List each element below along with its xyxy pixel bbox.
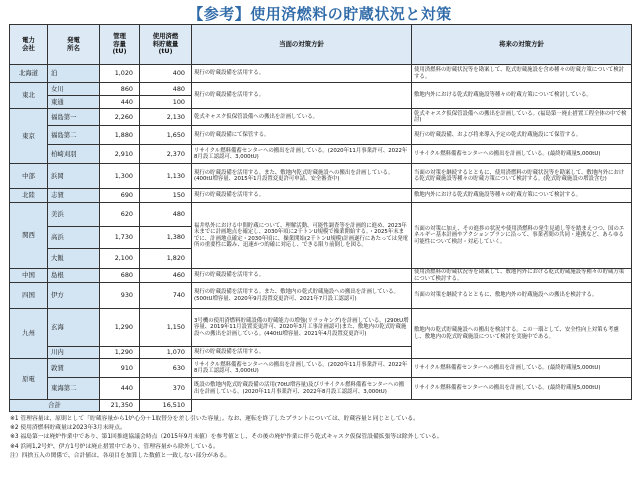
capacity-cell: 2,260 [100,109,140,126]
company-cell: 北海道 [10,65,48,83]
future-policy-cell: 現行の貯蔵設備、および将来導入予定の乾式貯蔵施設にて保管する。 [412,126,632,145]
capacity-cell: 1,290 [100,309,140,347]
table-row [10,203,632,227]
capacity-cell: 690 [100,189,140,203]
table-row [10,83,632,96]
plant-cell: 高浜 [48,227,100,249]
current-policy-cell: リサイクル燃料備蓄センターへの搬出を計画している。(2020年11月事業許可、2022年8月設工認認可、3,000tU) [192,145,412,164]
footnote: 注）四捨五入の関係で、合計値は、各項目を加算した数値と一致しない部分がある。 [10,452,231,459]
plant-cell: 柏崎刈羽 [48,145,100,164]
footnote: ※1 管理容量は、原則として「貯蔵容量から1炉心分＋1取替分を差し引いた容量」。なお、運転を終了したプラントについては、貯蔵容量と同じとしている。 [10,416,419,422]
blank-cell [192,400,412,412]
table-row [10,309,632,347]
capacity-cell: 2,910 [100,145,140,164]
stored-cell: 1,070 [140,347,192,359]
current-policy-cell: 3号機の使用済燃料貯蔵設備の貯蔵能力の増強(リラッキング)を計画している。(290tU増容量、2019年11月設置変更許可、2020年3月工事計画認可)また、敷地内の乾式貯蔵施設への搬出を計画している。(440tU増容量、2021年4月設置変更許可) [192,309,412,347]
current-policy-cell: 現行の貯蔵設備を活用する。 [192,65,412,83]
future-policy-cell: 当面の対策を継続するとともに、敷地内外の貯蔵施設への搬出を検討する。 [412,283,632,309]
table-header-row [10,25,632,65]
capacity-cell: 2,100 [100,249,140,269]
stored-cell: 2,130 [140,109,192,126]
current-policy-cell: 現行の貯蔵設備を活用する。また、敷地内の乾式貯蔵施設への搬出を計画している。(500tU増容量、2020年9月設置変更許可、2021年7月設工認認可) [192,283,412,309]
company-cell: 関西 [10,203,48,269]
stored-cell: 1,650 [140,126,192,145]
stored-cell: 2,370 [140,145,192,164]
company-cell: 九州 [10,309,48,359]
header-capacity: 管理 容量 (tU) [100,25,140,65]
plant-cell: 浜岡 [48,164,100,189]
capacity-cell: 680 [100,269,140,283]
current-policy-cell: 現行の貯蔵設備を活用する。 [192,189,412,203]
stored-cell: 630 [140,359,192,378]
current-policy-cell: 乾式キャスク仮保管設備への搬出を計画している。 [192,109,412,126]
table-row [10,269,632,283]
plant-cell: 東海第二 [48,378,100,400]
capacity-cell: 440 [100,96,140,109]
current-policy-cell: 現行の貯蔵設備を活用する。 [192,269,412,283]
capacity-cell: 860 [100,83,140,96]
table-row [10,126,632,145]
table-row [10,145,632,164]
future-policy-cell: 当面の対策を継続するとともに、使用済燃料の貯蔵状況等を勘案して、敷地内外における乾式貯蔵施設等種々の貯蔵方策について検討する。(乾式貯蔵施設の増設含む) [412,164,632,189]
current-policy-cell: 現行の貯蔵設備を活用する。 [192,83,412,109]
future-policy-cell: 敷地内外における乾式貯蔵施設等種々の貯蔵方策について検討する。 [412,189,632,203]
plant-cell: 川内 [48,347,100,359]
current-policy-cell: 現行の貯蔵設備にて保管する。 [192,126,412,145]
total-capacity: 21,350 [100,400,140,412]
table-row [10,283,632,309]
plant-cell: 敦賀 [48,359,100,378]
stored-cell: 1,150 [140,309,192,347]
footnote: ※2 使用済燃料貯蔵量は2023年3月末時点。 [10,425,126,432]
total-stored: 16,510 [140,400,192,412]
stored-cell: 400 [140,65,192,83]
capacity-cell: 620 [100,203,140,227]
stored-cell: 480 [140,203,192,227]
stored-cell: 740 [140,283,192,309]
stored-cell: 460 [140,269,192,283]
table-row [10,164,632,189]
stored-cell: 100 [140,96,192,109]
stored-cell: 150 [140,189,192,203]
header-current-policy: 当面の対策方針 [192,25,412,65]
table-row [10,109,632,126]
future-policy-cell: 使用済燃料の貯蔵状況等を勘案して、敷地内外における乾式貯蔵施設等種々の貯蔵方策について検討する。 [412,269,632,283]
plant-cell: 泊 [48,65,100,83]
stored-cell: 1,130 [140,164,192,189]
future-policy-cell: リサイクル燃料備蓄センターへの搬出を計画している。(最終貯蔵量5,000tU) [412,359,632,378]
header-plant: 発電 所名 [48,25,100,65]
total-label: 合計 [10,400,100,412]
plant-cell: 島根 [48,269,100,283]
future-policy-cell: 敷地内外における乾式貯蔵施設等種々の貯蔵方策について検討している。 [412,83,632,109]
capacity-cell: 1,880 [100,126,140,145]
stored-cell: 480 [140,83,192,96]
current-policy-cell: 現行の貯蔵設備を活用する。 [192,347,412,359]
capacity-cell: 440 [100,378,140,400]
plant-cell: 東通 [48,96,100,109]
current-policy-cell: 現行の貯蔵設備を活用する。また、敷地内乾式貯蔵施設への搬出を計画している。(400tU増容量、2015年1月設置変更許可申請、安全審査中) [192,164,412,189]
plant-cell: 美浜 [48,203,100,227]
plant-cell: 伊方 [48,283,100,309]
company-cell: 中部 [10,164,48,189]
total-row [10,400,632,412]
stored-cell: 370 [140,378,192,400]
footnote: ※3 福島第一は廃炉作業中であり、第1回推進協議会時点（2015年9月末値）を参考値とし、その後の廃炉作業に伴う乾式キャスク仮保管設備拡張等は除外している。 [10,434,443,441]
company-cell: 原電 [10,359,48,400]
capacity-cell: 1,020 [100,65,140,83]
header-stored: 使用済燃 料貯蔵量 (tU) [140,25,192,65]
plant-cell: 大飯 [48,249,100,269]
plant-cell: 志賀 [48,189,100,203]
blank-cell [412,400,632,412]
future-policy-cell: 乾式キャスク仮保管設備への搬出を計画している。(福島第一廃止措置工程全体の中で検討) [412,109,632,126]
storage-table [9,24,632,412]
company-cell: 北陸 [10,189,48,203]
page-title: 【参考】使用済燃料の貯蔵状況と対策 [188,5,452,23]
future-policy-cell: 使用済燃料の貯蔵状況等を勘案して、乾式貯蔵施設を含め種々の貯蔵方策について検討する。 [412,65,632,83]
current-policy-cell: 福井県外における中間貯蔵について、理解活動、可能性調査等を計画的に進め、2023年末までに計画地点を確定し、2030年頃に2千トンU規模で操業開始する。・2025年末までに、計画地点確定・2030年頃に、操業開始(2千トンU規模)計画遂行にあたっては発電所の重要性に鑑み、迅速かつ的確に対応し、できる限り前倒しを図る。 [192,203,412,269]
footnotes [10,415,630,461]
plant-cell: 福島第一 [48,109,100,126]
header-company: 電力 会社 [10,25,48,65]
plant-cell: 福島第二 [48,126,100,145]
plant-cell: 女川 [48,83,100,96]
current-policy-cell: リサイクル燃料備蓄センターへの搬出を計画している。(2020年11月事業許可、2022年8月設工認認可、3,000tU) [192,359,412,378]
table-row [10,378,632,400]
company-cell: 東北 [10,83,48,109]
header-future-policy: 将来の対策方針 [412,25,632,65]
company-cell: 東京 [10,109,48,164]
capacity-cell: 1,300 [100,164,140,189]
future-policy-cell: リサイクル燃料備蓄センターへの搬出を計画している。(最終貯蔵量5,000tU) [412,378,632,400]
company-cell: 四国 [10,283,48,309]
capacity-cell: 930 [100,283,140,309]
table-row [10,65,632,83]
capacity-cell: 910 [100,359,140,378]
capacity-cell: 1,290 [100,347,140,359]
future-policy-cell: 敷地内の乾式貯蔵施設への搬出を検討する。この一環として、安全性向上対策も考慮し、敷地内の乾式貯蔵施設について検討を実施中である。 [412,309,632,359]
capacity-cell: 1,730 [100,227,140,249]
table-row [10,189,632,203]
future-policy-cell: 当面の対策に加え、その進捗の状況や使用済燃料の発生見通し等を踏まえつつ、国のエネルギー基本計画やアクションプランに沿って、事業者間の共同・連携など、あらゆる可能性について検討・対応していく。 [412,203,632,269]
future-policy-cell: リサイクル燃料備蓄センターへの搬出を計画している。(最終貯蔵量5,000tU) [412,145,632,164]
plant-cell: 玄海 [48,309,100,347]
footnote: ※4 浜岡1,2号炉、伊方1号炉は廃止措置中であり、管理容量から除外している。 [10,443,219,450]
stored-cell: 1,380 [140,227,192,249]
table-row [10,359,632,378]
company-cell: 中国 [10,269,48,283]
stored-cell: 1,820 [140,249,192,269]
current-policy-cell: 既設の敷地内乾式貯蔵設備の活用(70tU増容量)及びリサイクル燃料備蓄センターへの搬出を計画している。(2020年11月事業許可、2022年8月設工認認可、3,000tU) [192,378,412,400]
